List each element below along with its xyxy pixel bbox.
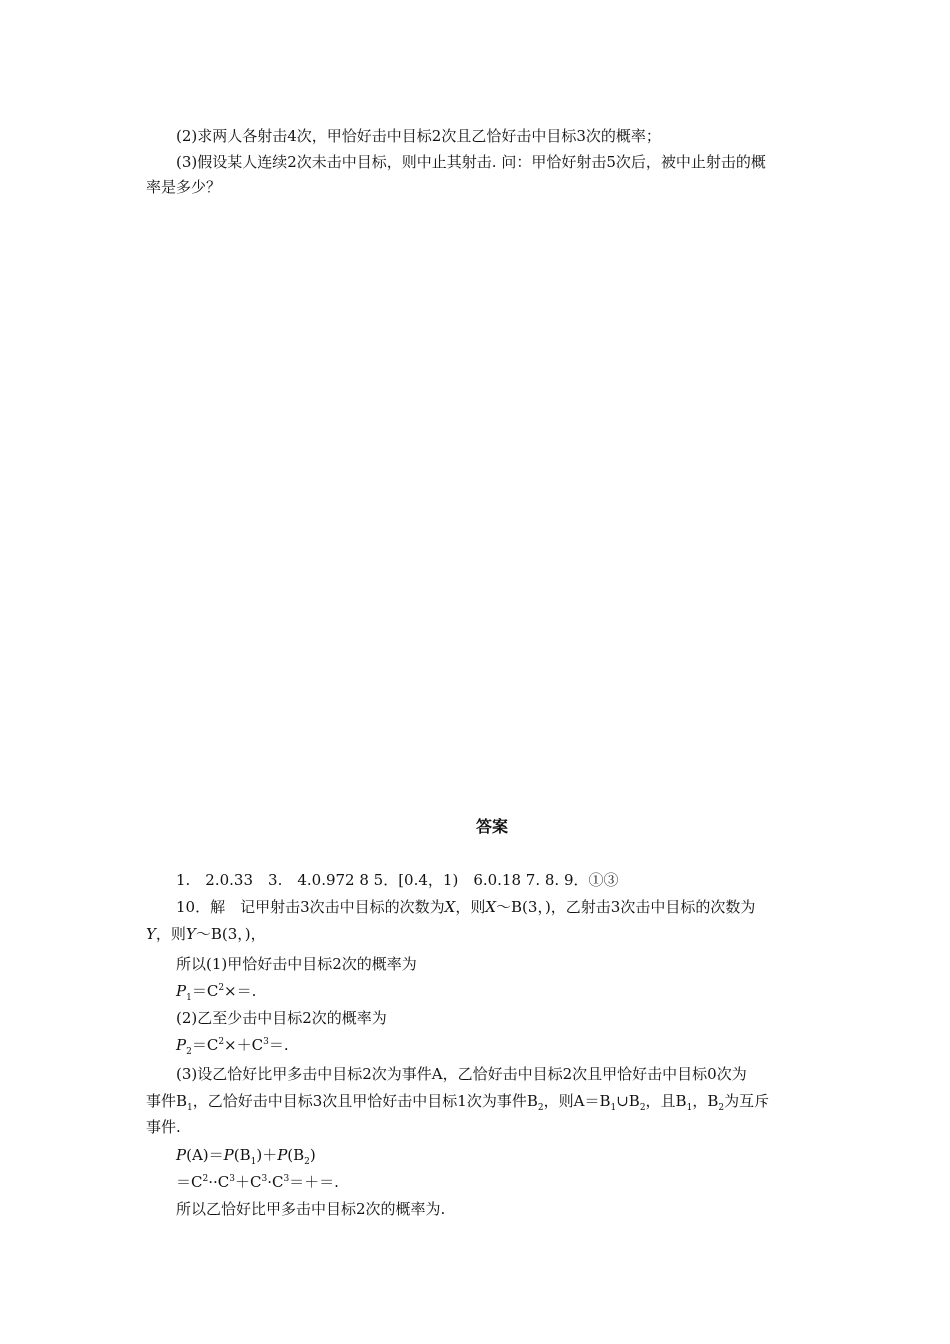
- solution-10-line-1: 10．解 记甲射击3次击中目标的次数为X，则X～B(3，)，乙射击3次击中目标的次数为: [176, 898, 756, 916]
- calculation-line: $=C^2\cdot\cdot C^3+C^3\cdot C^3=+=$.: [176, 1173, 339, 1191]
- question-3-line-2: 率是多少？: [146, 178, 222, 196]
- short-answers: 1. 2.0.33 3. 4.0.972 8 5．[0.4，1) 6.0.18 7. 8. 9．①③: [176, 871, 619, 889]
- part-3-line-2: 事件$B_1$，乙恰好击中目标3次且甲恰好击中目标1次为事件$B_2$，则$A=B_1\cup B_2$，且$B_1$，$B_2$为互斥: [146, 1092, 770, 1113]
- solution-10-line-2: Y，则Y～B(3，)，: [146, 925, 266, 943]
- part-3-line-3: 事件.: [146, 1118, 181, 1136]
- conclusion: 所以乙恰好比甲多击中目标2次的概率为.: [176, 1200, 446, 1218]
- part-1-intro: 所以(1)甲恰好击中目标2次的概率为: [176, 955, 417, 973]
- probability-a-formula: $P(A)=P(B_1)+P(B_2)$: [176, 1146, 316, 1167]
- answer-title: 答案: [475, 817, 508, 836]
- part-3-line-1: (3)设乙恰好比甲多击中目标2次为事件A，乙恰好击中目标2次且甲恰好击中目标0次为: [176, 1065, 747, 1083]
- part-2-intro: (2)乙至少击中目标2次的概率为: [176, 1009, 387, 1027]
- part-1-formula: $P_1=C^2\times=$.: [176, 982, 257, 1003]
- question-3-line-1: (3)假设某人连续2次未击中目标，则中止其射击. 问：甲恰好射击5次后，被中止射击的概: [176, 153, 766, 171]
- part-2-formula: $P_2=C^2\times+C^3=$.: [176, 1036, 289, 1057]
- question-2: (2)求两人各射击4次，甲恰好击中目标2次且乙恰好击中目标3次的概率；: [176, 127, 661, 145]
